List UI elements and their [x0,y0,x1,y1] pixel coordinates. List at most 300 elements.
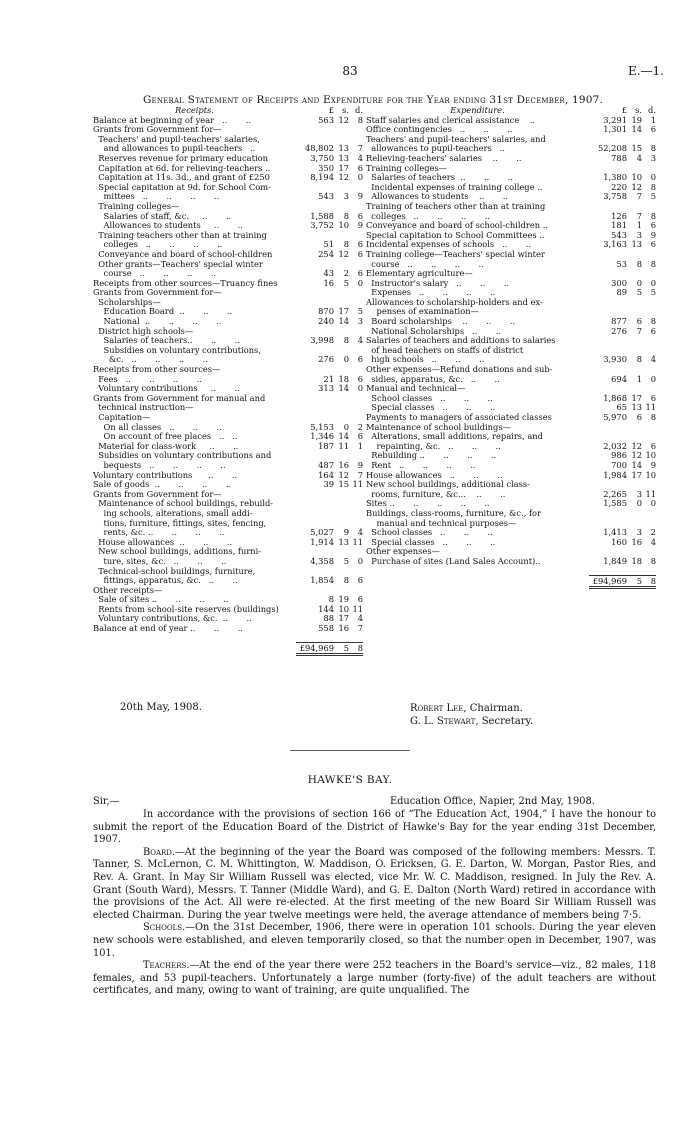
pounds [296,499,334,509]
shillings: 17 [338,162,349,173]
chairman-title: , Chairman. [463,703,523,714]
row-label: Fees .. .. .. .. [93,374,203,384]
row-amount [296,173,363,183]
pence: 4 [650,354,656,365]
pence [349,403,363,413]
pence: 9 [357,220,363,231]
pounds: 3,163 [603,239,627,250]
pence: 5 [357,306,363,317]
row-label: of head teachers on staffs of district [366,345,524,355]
pounds: 3,930 [603,354,627,365]
shillings: 5 [343,642,349,653]
row-label: On all classes .. .. .. [93,422,222,432]
row-label: Training college—Teachers' special winter [366,249,545,259]
pence: 6 [357,575,363,586]
expenditure-row [366,260,656,270]
page-number: 83 [342,64,358,78]
pence: 11 [645,488,656,499]
row-amount [296,279,363,289]
row-amount [296,221,363,231]
letter-body [93,809,656,998]
shillings: 16 [338,459,349,470]
pounds: 4,358 [310,555,334,566]
paragraph-text: —On the 31st December, 1906, there were in operation 101 schools. During the year eleven new schools were established, and eleven temporarily closed, so that the number open in December, 1907, was 101. [93,922,656,959]
pounds [296,403,334,413]
shillings: 12 [631,450,642,461]
shillings: 0 [343,421,349,432]
unit-label: s. [635,105,642,115]
pounds: 1,849 [603,555,627,566]
unit-label: s. [342,105,349,115]
row-label: Grants from Government for— [93,489,222,499]
pounds: 187 [318,440,334,451]
pounds: 52,208 [597,143,627,154]
row-amount [296,317,363,327]
receipts-total [93,640,363,657]
shillings: 16 [338,623,349,634]
pence: 5 [650,287,656,298]
pounds: 16 [323,277,334,288]
shillings: 14 [338,431,349,442]
expenditure-row [366,375,656,385]
receipts-row [93,586,363,596]
pence: 1 [650,114,656,125]
pence: 4 [357,152,363,163]
shillings: 10 [338,603,349,614]
row-label: Maintenance of school buildings, rebuild- [93,499,274,509]
pence: 6 [650,220,656,231]
expenditure-row [366,336,656,346]
pence: 8 [650,210,656,221]
pence: 4 [650,536,656,547]
shillings: 5 [636,287,642,298]
expenditure-row [366,538,656,548]
row-amount [296,250,363,260]
letter-dateline: Education Office, Napier, 2nd May, 1908. [390,796,595,807]
row-label: Other expenses— [366,547,440,557]
pence: 0 [357,555,363,566]
paragraph-lead: Teachers. [143,960,190,972]
pence: 10 [645,450,656,461]
row-label: manual and technical purposes— [366,518,517,528]
row-label: Rebuilding .. .. .. .. [366,451,497,461]
section-divider [290,750,410,751]
shillings [334,125,349,135]
pounds: 1,588 [310,210,334,221]
row-label: Grants from Government for— [93,288,222,298]
pounds: 65 [616,402,627,413]
shillings: 7 [636,191,642,202]
row-label: Reserves revenue for primary education [93,153,268,163]
pence: 0 [650,373,656,384]
pence: 11 [352,603,363,614]
pounds: 543 [318,191,334,202]
section-title: HAWKE'S BAY. [307,774,393,786]
pence: 0 [357,172,363,183]
pounds: 1,413 [603,527,627,538]
row-label: Salaries of teachers .. .. .. [366,173,513,183]
pence: 0 [650,498,656,509]
shillings: 3 [343,191,349,202]
signoff-date: 20th May, 1908. [120,702,202,713]
row-label: Purchase of sites (Land Sales Account).. [366,556,541,566]
expenditure-row [366,298,656,308]
shillings: 17 [338,613,349,624]
row-amount [296,394,363,404]
row-amount [589,538,656,548]
pounds: 88 [323,613,334,624]
row-label: Sites .. .. .. .. .. [366,499,490,509]
row-label: Salaries of teachers and additions to salaries [366,336,556,346]
row-label: Capitation— [93,413,151,422]
shillings: 10 [631,172,642,183]
pounds: 1,854 [310,575,334,586]
row-label: Technical-school buildings, furniture, [93,566,256,576]
pounds: 986 [611,450,627,461]
row-label: Relieving-teachers' salaries .. .. [366,153,522,163]
pounds: 694 [611,373,627,384]
row-label: fittings, apparatus, &c. .. .. [93,576,238,586]
pence [349,490,363,500]
row-label: Conveyance and board of school-children [93,249,273,259]
pounds: 240 [318,316,334,327]
shillings [627,298,642,308]
expenditure-row [366,557,656,567]
pence: 7 [357,143,363,154]
pounds: £94,969 [299,642,334,653]
expenditure-heading: Expenditure. [450,105,505,115]
shillings: 3 [636,229,642,240]
pounds: 788 [611,152,627,163]
row-label: Balance at end of year .. .. .. [93,624,243,634]
shillings [334,490,349,500]
pence [349,125,363,135]
pounds [296,394,334,404]
row-label: Incidental expenses of schools .. .. [366,240,532,250]
pounds: 144 [318,603,334,614]
shillings: 17 [338,306,349,317]
pence: 6 [357,354,363,365]
expenditure-column [366,106,656,589]
row-label: Subsidies on voluntary contributions and [93,451,272,461]
shillings: 8 [343,575,349,586]
shillings: 15 [338,479,349,490]
expenditure-row [366,413,656,423]
shillings [627,509,642,519]
row-amount [589,327,656,337]
pounds: 1,914 [310,536,334,547]
row-label: Special classes .. .. .. [366,537,496,547]
row-amount [296,490,363,500]
row-amount [296,125,363,135]
row-amount [296,116,363,126]
row-label: National .. .. .. .. [93,317,222,327]
shillings: 13 [338,143,349,154]
shillings [334,509,349,519]
pence: 2 [357,421,363,432]
row-label: New school buildings, additional class- [366,480,530,490]
shillings: 9 [343,527,349,538]
pounds: 126 [611,210,627,221]
row-label: Incidental expenses of training college .. [366,182,543,192]
unit-label: £ [621,105,627,115]
pence [642,336,656,346]
pence: 8 [650,555,656,566]
receipts-row [93,250,363,260]
row-label: Teachers' and pupil-teachers' salaries, and [366,134,546,144]
row-label: Payments to managers of associated classes [366,413,552,422]
row-amount [296,336,363,346]
pounds: 487 [318,459,334,470]
signatories [410,702,533,728]
shillings: 5 [343,277,349,288]
shillings: 18 [338,373,349,384]
pence: 9 [650,459,656,470]
pence: 0 [357,383,363,394]
row-label: Other expenses—Refund donations and sub- [366,365,553,375]
shillings: 8 [636,354,642,365]
row-amount [589,423,656,433]
pounds: 276 [318,354,334,365]
row-amount [296,557,363,567]
paragraph-lead: Schools. [143,922,186,934]
row-label: District high schools— [93,326,194,336]
unit-label: £ [328,105,334,115]
shillings: 12 [631,181,642,192]
shillings: 1 [636,220,642,231]
row-label: Allowances to students .. .. [93,221,243,231]
shillings: 11 [338,440,349,451]
shillings: 13 [631,239,642,250]
pounds: 3,750 [310,152,334,163]
receipts-row [93,490,363,500]
row-label: Special capitation at 9d. for School Com- [93,182,271,192]
shillings: 3 [636,488,642,499]
pounds [589,336,627,346]
pounds [589,298,627,308]
row-label: sidies, apparatus, &c. .. .. [366,374,500,384]
pence [642,509,656,519]
shillings: 7 [636,325,642,336]
shillings: 8 [636,258,642,269]
row-label: Capitation at 6d. for relieving-teachers .. [93,163,271,173]
expenditure-row [366,509,656,519]
expenditure-row [366,279,656,289]
pence: 4 [357,335,363,346]
pounds: 700 [611,459,627,470]
row-label: Voluntary contributions .. .. [93,384,240,394]
pence: 1 [357,440,363,451]
shillings: 12 [338,172,349,183]
paragraph-text: —At the beginning of the year the Board was composed of the following members: Messrs. T. Tanner, S. McLernon, C. M. Whittington, W. Maddison, O. Ericksen, G. E. Darton, W. Morgan, Pastor Ries, and Rev. A. Grant. In May Sir William Russell was elected, vice Mr. W. C. Maddison, resigned. In July the Rev. A. Grant (South Ward), Messrs. T. Tanner (Middle Ward), and G. E. Dalton (North Ward) retired in accordance with the provisions of the Act. All were re-elected. At the first meeting of the new Board Sir William Russell was elected Chairman. During the year twelve meetings were held, the average attendance of members being 7·5. [93,846,656,921]
row-amount [589,192,656,202]
pounds: 89 [616,287,627,298]
paragraph-text: —At the end of the year there were 252 teachers in the Board's service—viz., 82 males, 118 females, and 53 pupil-teachers. Unfortunately a large number (forty-five) of the adult teachers are without certificates, and many, owing to want of training, are quite unqualified. The [93,960,656,997]
pounds: 254 [318,248,334,259]
pounds [296,288,334,298]
row-label: Voluntary contributions .. .. [93,470,238,480]
unit-label: d. [355,105,363,115]
row-label: Staff salaries and clerical assistance .. [366,115,536,125]
receipts-row [93,576,363,586]
row-label: Other receipts— [93,585,163,595]
pence: 9 [650,229,656,240]
expenditure-row [366,192,656,202]
row-label: allowances to pupil-teachers .. [366,144,505,154]
row-label: Scholarships— [93,297,161,307]
row-label: Grants from Government for manual and [93,393,266,403]
pounds: 3,758 [603,191,627,202]
pounds: 870 [318,306,334,317]
pounds: 164 [318,469,334,480]
secretary-title: , Secretary. [475,716,534,727]
row-label: Rent .. .. .. .. [366,460,476,470]
row-label: Special capitation to School Committees .. [366,230,545,240]
shillings [627,336,642,346]
shillings: 18 [631,555,642,566]
row-label: bequests .. .. .. .. [93,460,226,470]
total-spacer [366,573,589,590]
row-label: Teachers' and pupil-teachers' salaries, [93,134,260,144]
pence [349,288,363,298]
pounds: 181 [611,220,627,231]
pence: 8 [650,181,656,192]
receipts-row [93,317,363,327]
pence: 11 [645,402,656,413]
row-label: National Scholarships .. .. [366,326,502,336]
shillings: 0 [636,277,642,288]
pounds: 2,265 [603,488,627,499]
shillings: 14 [338,316,349,327]
pounds [296,125,334,135]
pounds: 8 [328,594,334,605]
shillings: 7 [636,210,642,221]
receipts-row [93,557,363,567]
expenditure-row [366,250,656,260]
row-label: Training colleges— [93,201,180,211]
row-label: New school buildings, additions, furni- [93,547,262,557]
row-label: School classes .. .. .. [366,528,493,538]
receipts-column [93,106,363,656]
row-amount [296,576,363,586]
receipts-row [93,116,363,126]
paragraph-text: In accordance with the provisions of section 166 of “The Education Act, 1904,” I have the honour to submit the report of the Education Board of the District of Hawke's Bay for the year ending 31st December, 1907. [93,809,656,846]
expenditure-row [366,240,656,250]
row-label: course .. .. .. .. [366,259,484,269]
pence [349,499,363,509]
total-amount [296,642,363,657]
receipts-row [93,336,363,346]
row-amount [589,288,656,298]
pence [349,509,363,519]
pence: 10 [645,469,656,480]
page-reference: E.—1. [627,64,664,78]
shillings: 19 [631,114,642,125]
expenditure-row [366,154,656,164]
pence: 6 [357,239,363,250]
pounds: 53 [616,258,627,269]
shillings: 0 [343,354,349,365]
pence: 5 [650,191,656,202]
pounds: 276 [611,325,627,336]
shillings: 13 [338,536,349,547]
pence: 8 [357,114,363,125]
pounds: 3,291 [603,114,627,125]
row-label: Subsidies on voluntary contributions, [93,345,261,355]
shillings: 14 [631,459,642,470]
pence: 11 [352,536,363,547]
pence: 9 [357,459,363,470]
pounds [296,490,334,500]
row-label: colleges .. .. .. .. [366,211,491,221]
pence: 6 [357,162,363,173]
row-label: Sale of sites .. .. .. .. [93,595,229,605]
expenditure-row [366,355,656,365]
row-label: Salaries of staff, &c. .. .. [93,211,232,221]
row-label: Capitation at 11s. 3d., and grant of £250 [93,173,270,183]
expenditure-row [366,471,656,481]
shillings: 10 [338,220,349,231]
receipts-row [93,394,363,404]
shillings: 17 [631,469,642,480]
shillings [334,403,349,413]
row-amount [296,355,363,365]
pence: 6 [357,248,363,259]
row-amount [589,125,656,135]
row-label: ture, sites, &c. .. .. .. [93,556,227,566]
row-label: House allowances .. .. .. [93,537,233,547]
pounds: 3,752 [310,220,334,231]
pounds: 563 [318,114,334,125]
row-label: Special classes .. .. .. [366,403,496,413]
row-amount [296,624,363,634]
row-label: tions, furniture, fittings, sites, fencing, [93,518,267,528]
expenditure-row [366,423,656,433]
pence: 0 [650,172,656,183]
row-amount [589,260,656,270]
shillings [334,394,349,404]
shillings: 5 [343,555,349,566]
chairman-name: Robert Lee [410,703,464,714]
row-label: rents, &c. .. .. .. .. [93,528,225,538]
receipts-row [93,384,363,394]
pence: 6 [650,325,656,336]
shillings: 0 [636,498,642,509]
pounds: 51 [323,239,334,250]
shillings: 8 [343,335,349,346]
row-amount [296,403,363,413]
shillings: 6 [636,316,642,327]
shillings: 8 [343,210,349,221]
row-label: Office contingencies .. .. .. [366,125,513,135]
shillings: 19 [338,594,349,605]
pounds: 21 [323,373,334,384]
pounds: 1,346 [310,431,334,442]
receipts-row [93,288,363,298]
receipts-row [93,509,363,519]
pence: 4 [357,613,363,624]
row-label: ing schools, alterations, small addi- [93,508,253,518]
pence [642,298,656,308]
row-label: penses of examination— [366,307,479,317]
pounds: 300 [611,277,627,288]
shillings [627,423,642,433]
row-label: Material for class-work .. .. [93,441,239,451]
pounds: 1,868 [603,392,627,403]
shillings [334,288,349,298]
pounds: 2,032 [603,440,627,451]
salutation: Sir,— [93,796,120,807]
